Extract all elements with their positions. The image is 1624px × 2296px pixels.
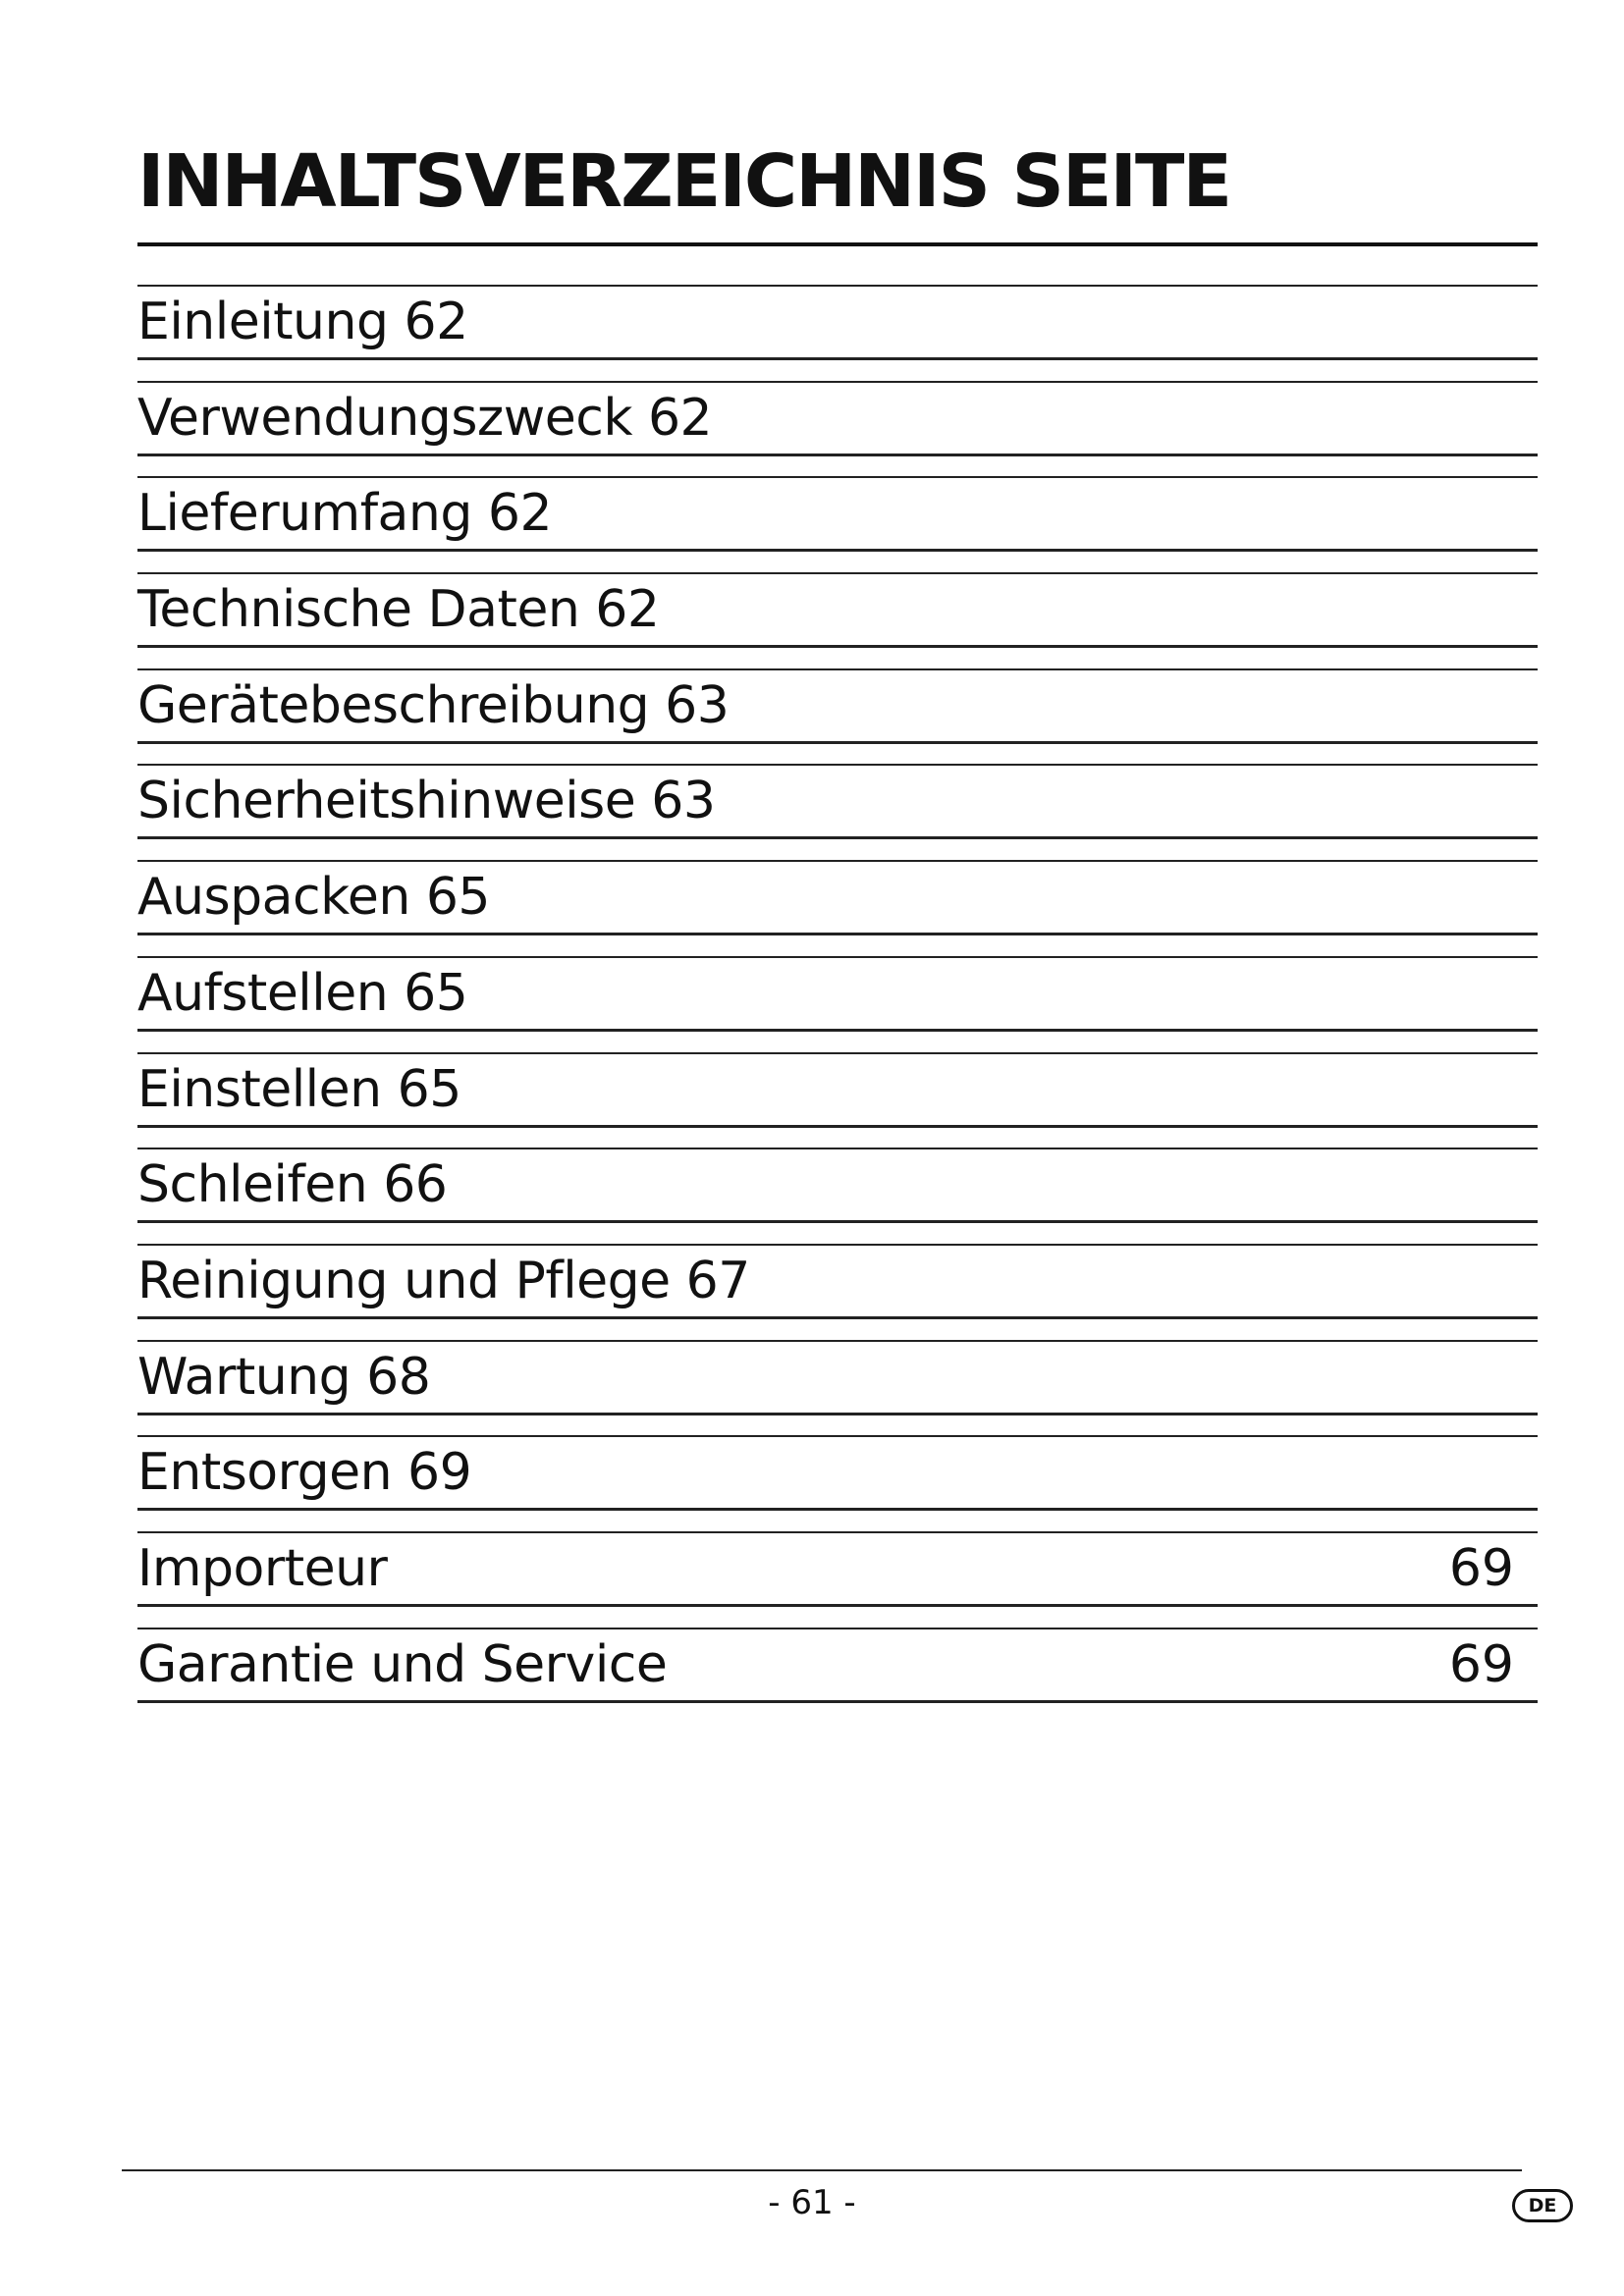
toc-rule-bottom — [137, 741, 1538, 744]
toc-row-sicherheitshinweise — [137, 764, 1538, 860]
toc-row-garantie-und-service — [137, 1628, 1538, 1724]
page-number: - 61 - — [768, 2183, 856, 2222]
toc-rule-top — [137, 860, 1538, 862]
page-title: INHALTSVERZEICHNIS SEITE — [137, 139, 1231, 224]
toc-page-number: 69 — [1448, 1634, 1514, 1694]
title-underline — [137, 242, 1538, 246]
toc-row-technische-daten — [137, 572, 1538, 668]
toc-rule-bottom — [137, 549, 1538, 552]
toc-rule-bottom — [137, 454, 1538, 456]
toc-rule-top — [137, 956, 1538, 958]
toc-rule-bottom — [137, 645, 1538, 648]
toc-row-aufstellen — [137, 956, 1538, 1052]
toc-entry: Schleifen 66 — [137, 1155, 448, 1215]
language-badge: DE — [1512, 2189, 1573, 2222]
toc-row-verwendungszweck — [137, 381, 1538, 477]
toc-rule-bottom — [137, 1220, 1538, 1223]
toc-rule-top — [137, 764, 1538, 766]
toc-row-entsorgen — [137, 1435, 1538, 1531]
toc-rule-bottom — [137, 1604, 1538, 1607]
toc-rule-bottom — [137, 1700, 1538, 1703]
toc-entry: Auspacken 65 — [137, 868, 490, 928]
toc-row-geraetebeschreibung — [137, 668, 1538, 765]
toc-entry: Entsorgen 69 — [137, 1443, 472, 1503]
toc-entry: Lieferumfang 62 — [137, 484, 553, 544]
toc-rule-bottom — [137, 933, 1538, 935]
table-of-contents — [137, 285, 1538, 1723]
toc-rule-bottom — [137, 836, 1538, 839]
toc-row-einstellen — [137, 1052, 1538, 1148]
toc-entry: Wartung 68 — [137, 1347, 431, 1407]
toc-row-wartung — [137, 1340, 1538, 1436]
toc-entry: Sicherheitshinweise 63 — [137, 772, 716, 831]
toc-entry: Garantie und Service — [137, 1634, 668, 1694]
toc-rule-top — [137, 1435, 1538, 1437]
toc-rule-top — [137, 381, 1538, 383]
toc-entry: Aufstellen 65 — [137, 963, 468, 1023]
toc-entry: Reinigung und Pflege 67 — [137, 1251, 750, 1310]
toc-entry: Gerätebeschreibung 63 — [137, 675, 730, 735]
toc-row-auspacken — [137, 860, 1538, 956]
toc-row-schleifen — [137, 1148, 1538, 1244]
toc-rule-top — [137, 1052, 1538, 1054]
toc-rule-top — [137, 572, 1538, 574]
toc-rule-top — [137, 1531, 1538, 1533]
toc-entry: Verwendungszweck 62 — [137, 388, 713, 448]
toc-row-importeur — [137, 1531, 1538, 1628]
toc-rule-top — [137, 1340, 1538, 1342]
toc-row-lieferumfang — [137, 476, 1538, 572]
toc-entry: Technische Daten 62 — [137, 580, 660, 640]
toc-rule-bottom — [137, 1508, 1538, 1511]
toc-rule-bottom — [137, 1125, 1538, 1128]
toc-rule-top — [137, 668, 1538, 670]
toc-rule-top — [137, 285, 1538, 287]
toc-row-einleitung — [137, 285, 1538, 381]
toc-rule-bottom — [137, 1029, 1538, 1032]
footer-rule — [122, 2169, 1522, 2171]
toc-rule-bottom — [137, 1413, 1538, 1415]
toc-rule-top — [137, 476, 1538, 478]
toc-entry: Einstellen 65 — [137, 1059, 461, 1119]
toc-rule-bottom — [137, 357, 1538, 360]
toc-rule-top — [137, 1628, 1538, 1629]
toc-rule-bottom — [137, 1316, 1538, 1319]
toc-entry: Einleitung 62 — [137, 293, 468, 351]
toc-page-number: 69 — [1448, 1538, 1514, 1598]
toc-entry: Importeur — [137, 1538, 388, 1598]
toc-rule-top — [137, 1148, 1538, 1149]
toc-rule-top — [137, 1244, 1538, 1246]
toc-row-reinigung-und-pflege — [137, 1244, 1538, 1340]
